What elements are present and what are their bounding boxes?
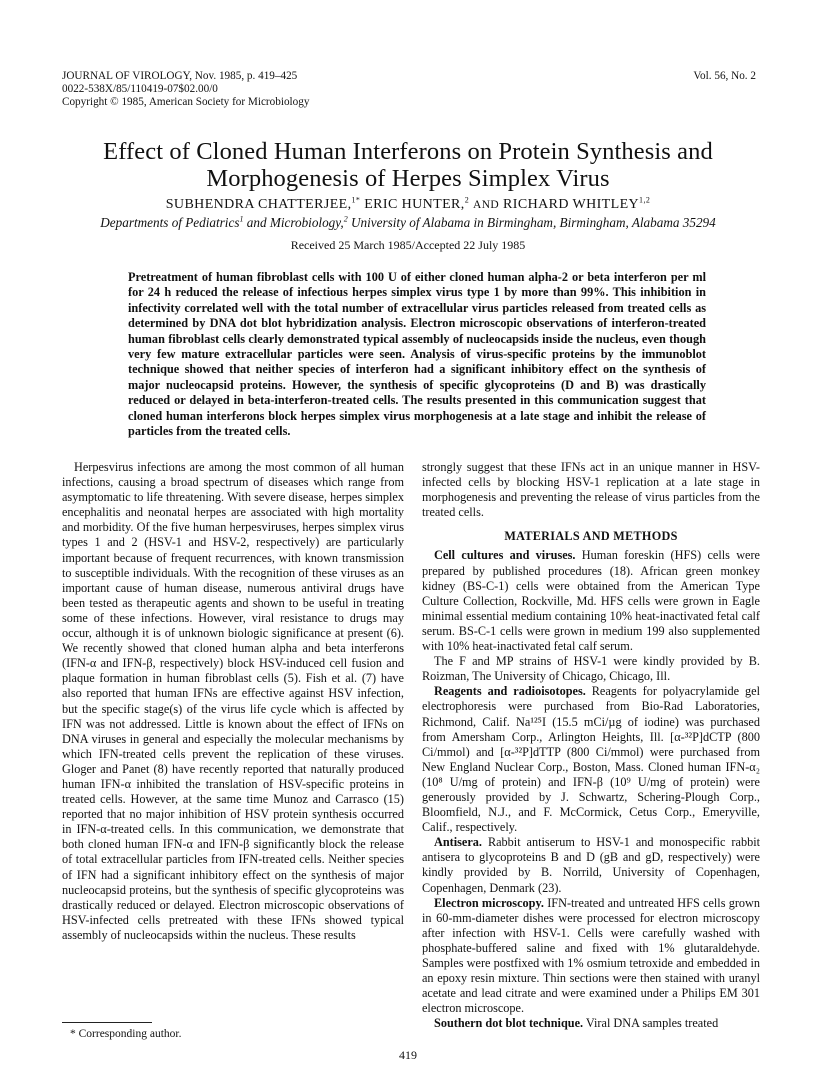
author-conjunction: AND [473,199,500,211]
paragraph-text: Human foreskin (HFS) cells were prepared by published procedures (18). African green monkey kidney (BS-C-1) cells were obtained from the American Type Culture Collection, Rockville, Md. HFS cells were grown in Eagle minimal essential medium containing 10% heat-inactivated fetal calf serum. BS-C-1 cells were grown in medium 199 also supplemented with 10% heat-inactivated fetal calf serum. [422,548,760,654]
abstract: Pretreatment of human fibroblast cells with 100 U of either cloned human alpha-2 or beta interferon per ml for 24 h reduced the release of infectious herpes simplex virus type 1 by more than 99%. This inhibition in infectivity correlated well with the total number of extracellular virus particles released from treated cells as determined by DNA dot blot hybridization analysis. Electron microscopic observations of interferon-treated human fibroblast cells clearly demonstrated typical assembly of nucleocapsids inside the nucleus, even though very few mature extracellular particles were seen. Analysis of virus-specific proteins by the immunoblot technique showed that neither species of interferon had a significant inhibitory effect on the synthesis of major nucleocapsid proteins. However, the synthesis of specific glycoproteins (D and B) was drastically reduced or delayed in beta-interferon-treated cells. The results presented in this communication suggest that cloned human interferons block herpes simplex virus morphogenesis at a late stage and inhibit the release of particles from the treated cells. [128,270,706,439]
strains-paragraph: The F and MP strains of HSV-1 were kindly provided by B. Roizman, The University of Chicago, Chicago, Ill. [422,654,760,684]
article-title-line2: Morphogenesis of Herpes Simplex Virus [206,165,610,192]
paragraph-text: Viral DNA samples treated [583,1016,719,1031]
paragraph-text: IFN-treated and untreated HFS cells grown in 60-mm-diameter dishes were processed for electron microscopy after infection with HSV-1. Cells were carefully washed with phosphate-buffered saline and fixed with 1% glutaraldehyde. Samples were postfixed with 1% osmium tetroxide and embedded in an epoxy resin mixture. Thin sections were then stained with uranyl acetate and lead citrate and were examined under a Philips EM 301 electron microscope. [422,895,760,1016]
left-column [62,460,404,943]
paragraph-text: Rabbit antiserum to HSV-1 and monospecific rabbit antisera to glycoproteins B and D (gB and gD, respectively) were kindly provided by B. Norrild, University of Copenhagen, Copenhagen, Denmark (23). [422,835,760,895]
copyright-line: Copyright © 1985, American Society for Microbiology [62,96,310,108]
antisera-paragraph [422,835,760,895]
code-line: 0022-538X/85/110419-07$02.00/0 [62,83,218,95]
volume-issue: Vol. 56, No. 2 [693,70,756,82]
affiliation-text: Departments of Pediatrics [100,215,240,230]
affiliation [0,215,816,231]
reagents-paragraph [422,684,760,835]
affiliation-text: and Microbiology, [243,215,344,230]
article-title-line1: Effect of Cloned Human Interferons on Protein Synthesis and [103,138,713,165]
run-in-heading: Cell cultures and viruses. [434,548,576,563]
affiliation-text: University of Alabama in Birmingham, Birmingham, Alabama 35294 [347,215,716,230]
received-dates: Received 25 March 1985/Accepted 22 July 1985 [290,238,526,252]
author-affiliation-mark: 1,2 [639,195,651,205]
affiliation-mark: 2 [343,214,348,224]
journal-line: JOURNAL OF VIROLOGY, Nov. 1985, p. 419–425 [62,70,298,82]
paragraph-text: Reagents for polyacrylamide gel electrophoresis were purchased from Bio-Rad Laboratories, Richmond, Calif. Na¹²⁵I (15.5 mCi/µg of iodine) was purchased from Amersham Corp., Arlington Heights, Ill. [α-³²P]dCTP (800 Ci/mmol) and [α-³²P]dTTP (800 Ci/mmol) were purchased from New England Nuclear Corp., Boston, Mass. Cloned human IFN-α₂ (10⁸ U/mg of protein) and IFN-β (10⁹ U/mg of protein) were generously provided by J. Schwartz, Schering-Plough Corp., Bloomfield, N.J., and F. McCormick, Cetus Corp., Emeryville, Calif., respectively. [422,684,760,835]
section-heading: MATERIALS AND METHODS [504,529,678,544]
cell-cultures-paragraph [422,548,760,654]
run-in-heading: Antisera. [434,835,482,850]
author-name: ERIC HUNTER, [364,197,465,212]
right-column [422,460,760,1031]
affiliation-mark: 1 [239,214,244,224]
author-list [0,196,816,214]
author-name: SUBHENDRA CHATTERJEE, [165,197,352,212]
author-name: RICHARD WHITLEY [503,197,640,212]
southern-dot-blot-paragraph [422,1016,760,1031]
run-in-heading: Electron microscopy. [434,895,544,910]
page-number: 419 [399,1048,417,1062]
run-in-heading: Southern dot blot technique. [434,1016,584,1031]
intro-paragraph-continued: strongly suggest that these IFNs act in an unique manner in HSV-infected cells by blocking HSV-1 replication at a late stage in morphogenesis and preventing the release of virus particles from the treated cells. [422,460,760,520]
footnote-rule [62,1022,152,1023]
intro-paragraph: Herpesvirus infections are among the most common of all human infections, causing a broad spectrum of diseases which range from asymptomatic to life threatening. With severe disease, herpes simplex encephalitis and neonatal herpes are associated with high mortality and morbidity. Of the five human herpesviruses, herpes simplex virus types 1 and 2 (HSV-1 and HSV-2, respectively) are particularly important because of frequent recurrences, with known transmission to susceptible individuals. With the recognition of these viruses as an important cause of human disease, numerous antiviral drugs have been tested as therapeutic agents and shown to be useful in treating some of these infections. However, viral resistance to drugs may occur, although it is of unknown biologic significance at present (6). We recently showed that cloned human alpha and beta interferons (IFN-α and IFN-β, respectively) block HSV-induced cell fusion and plaque formation in human fibroblast cells (5). Fish et al. (7) have also reported that human IFNs are effective against HSV infection, but the specific stage(s) of the virus life cycle which is affected by IFN was not addressed. Little is known about the effect of IFNs on DNA viruses in general and especially the molecular mechanisms by which IFN-treated cells prevent the replication of these viruses. Gloger and Panet (8) have recently reported that naturally produced human IFN-α inhibited the translation of HSV-specific proteins in treated cells. However, at the same time Munoz and Carrasco (15) reported that no major inhibition of HSV protein synthesis occurred in IFN-α-treated cells. In this communication, we demonstrate that both cloned human IFN-α and IFN-β significantly block the release of total extracellular particles from IFN-treated cells. Neither species of IFN had a significant inhibitory effect on the synthesis of major nucleocapsid proteins, but the synthesis of specific glycoproteins was drastically reduced or delayed. Electron microscopic observations of HSV-infected cells pretreated with these IFNs showed typical assembly of nucleocapsids within the nucleus. These results [62,460,404,942]
electron-microscopy-paragraph [422,896,760,1017]
corresponding-author-footnote: * Corresponding author. [70,1028,182,1040]
run-in-heading: Reagents and radioisotopes. [434,684,586,699]
author-affiliation-mark: 1* [351,195,361,205]
author-affiliation-mark: 2 [464,195,470,205]
